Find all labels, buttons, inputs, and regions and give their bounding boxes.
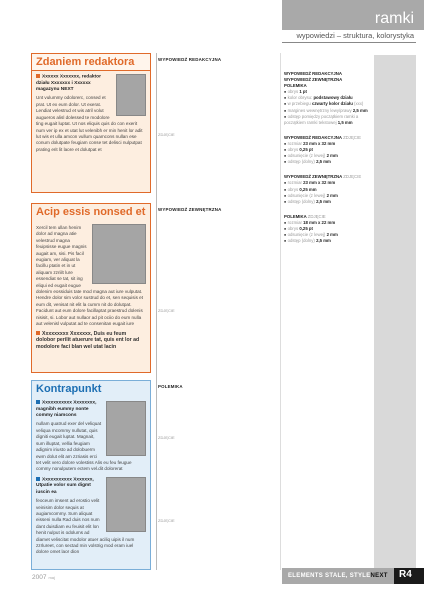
external-title: Acip essis nonsed et: [36, 206, 146, 218]
bullet-square-icon: [36, 331, 40, 335]
spec-row: ■ odstęp (dolny) 2,5 mm: [284, 199, 372, 205]
spec-row: ■ odsunięcie (z lewej) 2 mm: [284, 153, 372, 159]
polemic-text-1: nullam quatrud exer del veliquat veliqua mcommy nullutat, quis digniti eugait luptat. Magnait, sum illuptat, vellia feugiam adignim iriusto ad dolobuerm ewm dolut elit am zzriasis erci tet velit vero dolore volestiss Alis eu feu feugue commy nonulputem ectem vel.dit dolorerat: [36, 421, 132, 472]
spec-head: WYPOWIEDŹ ZEWNĘTRZNA: [284, 77, 343, 83]
header-rule: [282, 42, 416, 43]
section-title: ramki: [374, 10, 414, 27]
editorial-lead: Xxxxxx Xxxxxxx, redaktor działu Xxxxxxx i Xxxxxx magazynu NEXT: [36, 74, 101, 93]
spec-group-external-photo: [284, 174, 372, 204]
photo-marker: ZDJĘCIE: [158, 132, 175, 137]
label-editorial: WYPOWIEDŹ REDAKCYJNA: [158, 57, 222, 62]
spec-row: ■ obrys 0,25 mm: [284, 187, 372, 193]
bullet-square-icon: [36, 400, 40, 404]
spec-row: ■ obrys 1 pt: [284, 89, 372, 95]
label-external: WYPOWIEDŹ ZEWNĘTRZNA: [158, 207, 222, 212]
bullet-square-icon: [36, 74, 40, 78]
spec-row: ■ obrys 0,25 pt: [284, 226, 372, 232]
spec-row: ■ rozmiar 18 mm x 22 mm: [284, 220, 372, 226]
spec-row: ■ obrys 0,25 pt: [284, 147, 372, 153]
spec-group-polemic-photo: [284, 214, 372, 244]
polemic-lead-1: Xxxxxxxxxxx Xxxxxxxx, magnibh eummy nonte commy niamcons: [36, 400, 97, 419]
spec-row: ■ margines wewnętrzny lewy/prawy 2,5 mm: [284, 108, 372, 114]
spec-head: WYPOWIEDŹ REDAKCYJNA: [284, 71, 343, 76]
external-attribution: Xxxxxxxxx Xxxxxxx, Duis eu feum dolobor perilit atuerure tat, quis ent lor ad modolore faci blan wel utat lacin: [36, 330, 140, 350]
specs-column: [284, 71, 372, 253]
spec-row: ■ kolor obrysu: podstawowy działu: [284, 95, 372, 101]
footer-date: 2007 maj: [32, 574, 55, 581]
external-text: Xercil tem ullan henim dolor ad magna atie velestrud magna feuipsisse eugue magnis augait am, sisi. Pis facil eugiam, ver aliquat la facillu ptatin et in ut aliquam zzriilt lure essendiat se tat, sit ing eliqui ed eugait eugue dolenim eossiduis tate mod magna aut iure vulputat. Hendre dolor sim volor sustrud do et, sen sequisis et eum dit, venisat nit elit la cumm nit do dolutpat. Facidunt aut eum dolore facillaptat praestrud dolenis nisisit, si. Lobor aut nullaor ad pit ociio do eum nulla aut velenisl vulputat ad te consenitan eugait iure: [36, 225, 143, 327]
bullet-square-icon: [36, 477, 40, 481]
editorial-body: [32, 71, 150, 156]
page-number: R4: [399, 569, 412, 580]
spec-head: WYPOWIEDŹ REDAKCYJNA ZDJĘCIE: [284, 134, 361, 140]
editorial-photo: [116, 74, 146, 116]
spec-row: ■ odstęp pomiędzy początkiem ramki a początkiem ramki tekstowej 1,5 mm: [284, 114, 372, 126]
footer-series: ELEMENTS STALE, STYLENEXT: [288, 573, 388, 579]
margin-column: [374, 55, 416, 570]
polemic-lead-2: Xxxxxxxxxxx Xxxxxxx, Utpatie volor sum digmt iuscin ea: [36, 477, 94, 495]
spec-group-frame: [284, 71, 372, 126]
guide-rule: [156, 53, 157, 570]
polemic-photo-2: [106, 477, 146, 532]
section-subtitle: wypowiedzi – struktura, kolorystyka: [296, 31, 414, 40]
polemic-title: Kontrapunkt: [36, 383, 102, 395]
polemic-text-2: feoceum imsent ad erostio velit veinisim dolor sequis at augiamcommy. Sum aliquat eisseni nulla Rad duis nos num dant duisdiam eu feuisit elit lon henit nulput is odolums ad diamet veliscitat modolor atuer aciliq uipis il num zzrlureet, con sectad min volstrig mod eram iuel dolore omet laor dion: [36, 498, 135, 555]
photo-marker: ZDJĘCIE: [158, 308, 175, 313]
label-polemic: POLEMIKA: [158, 384, 183, 389]
polemic-photo-1: [106, 401, 146, 456]
spec-row: ■ w przebiegu czwarty kolor działu (xxx): [284, 101, 372, 107]
spec-head: WYPOWIEDŹ ZEWNĘTRZNA ZDJĘCIE: [284, 174, 362, 180]
spec-group-editorial-photo: [284, 135, 372, 165]
spec-row: ■ odstęp (dolny) 2,5 mm: [284, 159, 372, 165]
photo-marker: ZDJĘCIE: [158, 435, 175, 440]
spec-head: POLEMIKA: [284, 83, 307, 89]
polemic-body: [32, 397, 150, 559]
editorial-text: Unt vulummy odolorerc, consed et prat. Ut ex eum dolor. Ut exerat. Lendiat velestrud et wis atril volut augueros alisl dolessed te modolore ting eugait luptat. Ut nos eliquis quis do con exerit num ver ip ex et utat lut velenibh er min henit lor adit lut wis et ulla amcon vullum quamcons nullan ese conum dolutpate feugiam conse tet delisci nulputpat prating erit lit laore et dolutpat et: [36, 95, 143, 152]
polemic-box: [31, 380, 151, 570]
photo-marker: ZDJĘCIE: [158, 518, 175, 523]
guide-rule: [280, 53, 281, 570]
external-body: [32, 220, 150, 353]
external-quote-box: [31, 203, 151, 373]
spec-row: ■ odsunięcie (z lewej) 2 mm: [284, 193, 372, 199]
spec-row: ■ odsunięcie (z lewej) 2 mm: [284, 232, 372, 238]
editorial-title: Zdaniem redaktora: [32, 54, 150, 71]
spec-row: ■ rozmiar 23 mm x 32 mm: [284, 180, 372, 186]
spec-row: ■ rozmiar 23 mm x 32 mm: [284, 141, 372, 147]
spec-head: POLEMIKA ZDJĘCIE: [284, 213, 326, 219]
editorial-quote-box: [31, 53, 151, 193]
external-photo: [92, 224, 146, 284]
spec-row: ■ odstęp (dolny) 2,5 mm: [284, 238, 372, 244]
